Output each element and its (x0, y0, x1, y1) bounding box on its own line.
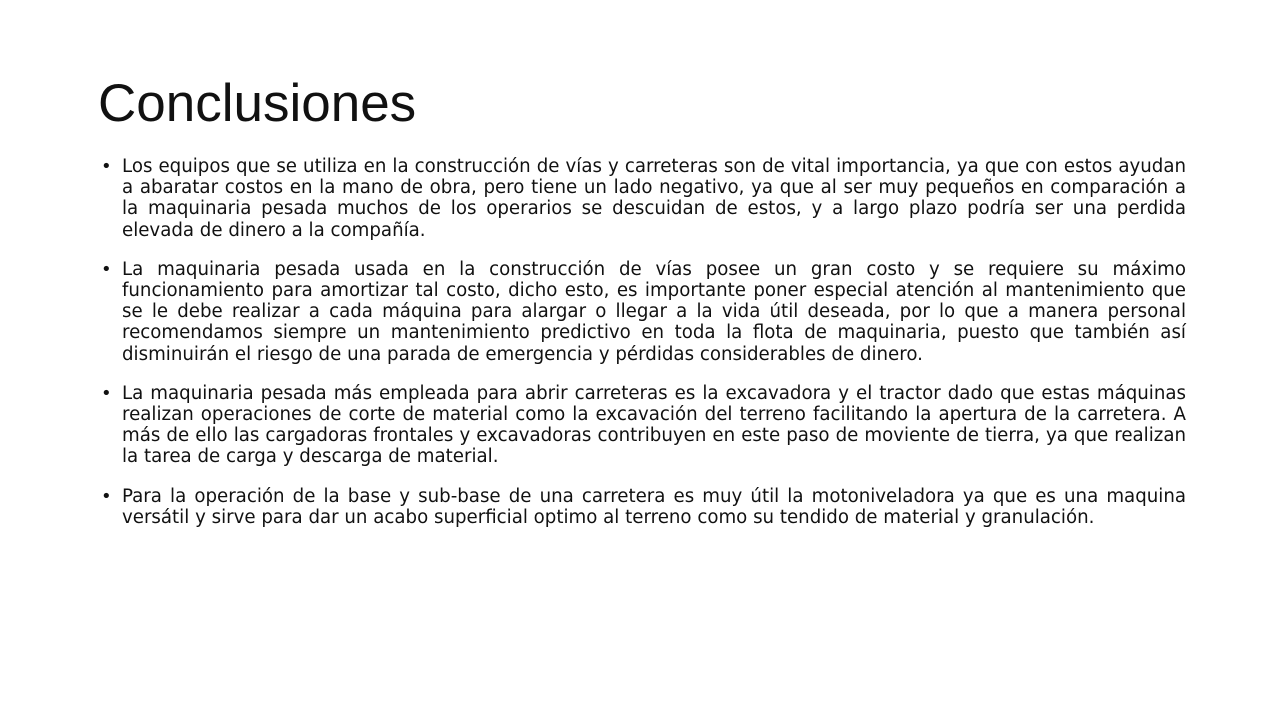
bullet-point-icon: • (101, 258, 112, 280)
slide-title: Conclusiones (98, 74, 417, 133)
bullet-item (98, 486, 1186, 528)
bullet-list (98, 156, 1186, 546)
bullet-point-icon: • (101, 485, 112, 507)
bullet-text: Los equipos que se utiliza en la construcción de vías y carreteras son de vital importancia, ya que con estos ayudan a abaratar costos en la mano de obra, pero tiene un lado negativo, ya que al ser muy pequeños en comparación a la maquinaria pesada muchos de los operarios se descuidan de estos, y a largo plazo podría ser una perdida elevada de dinero a la compañía. (122, 156, 1186, 241)
bullet-text: La maquinaria pesada más empleada para abrir carreteras es la excavadora y el tractor dado que estas máquinas realizan operaciones de corte de material como la excavación del terreno facilitando la apertura de la carretera. A más de ello las cargadoras frontales y excavadoras contribuyen en este paso de moviente de tierra, ya que realizan la tarea de carga y descarga de material. (122, 382, 1186, 468)
bullet-item (98, 156, 1186, 241)
bullet-item (98, 259, 1186, 365)
bullet-point-icon: • (101, 382, 112, 404)
bullet-point-icon: • (101, 156, 112, 177)
bullet-item (98, 383, 1186, 468)
bullet-text: Para la operación de la base y sub-base de una carretera es muy útil la motoniveladora ya que es una maquina versátil y sirve para dar un acabo superficial optimo al terreno como su tendido de material y granulación. (122, 485, 1186, 528)
bullet-text: La maquinaria pesada usada en la construcción de vías posee un gran costo y se requiere su máximo funcionamiento para amortizar tal costo, dicho esto, es importante poner especial atención al mantenimiento que se le debe realizar a cada máquina para alargar o llegar a la vida útil deseada, por lo que a manera personal recomendamos siempre un mantenimiento predictivo en toda la flota de maquinaria, puesto que también así disminuirán el riesgo de una parada de emergencia y pérdidas considerables de dinero. (122, 258, 1186, 365)
